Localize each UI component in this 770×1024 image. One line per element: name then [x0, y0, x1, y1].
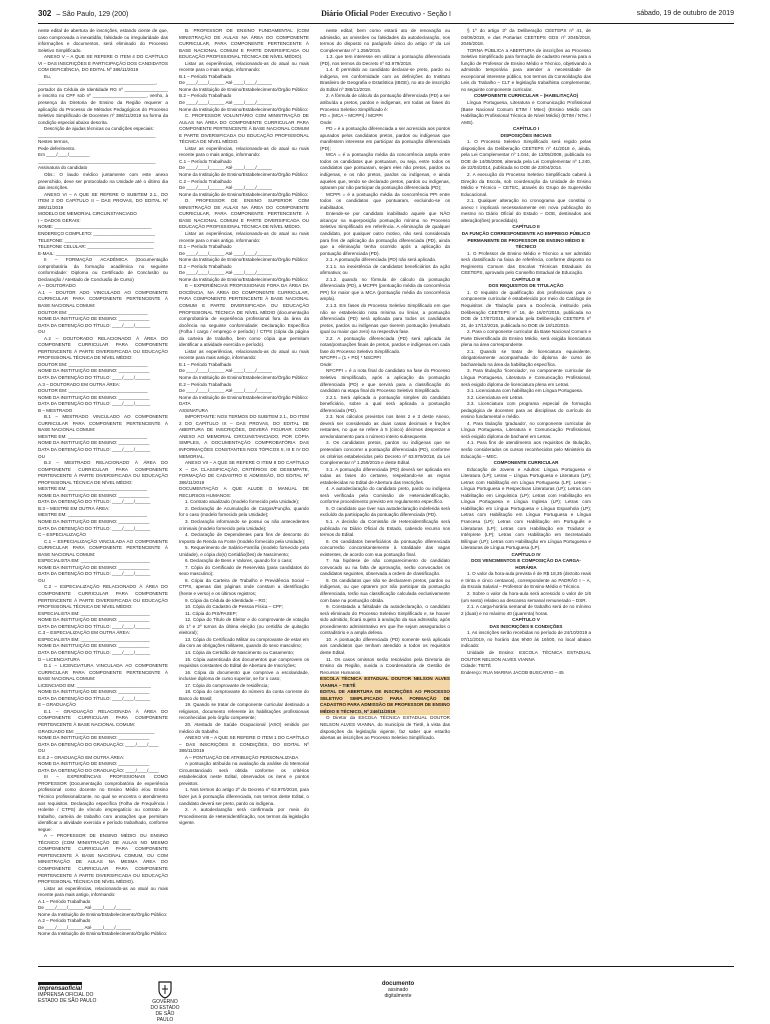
- paragraph: Endereço: RUA MARINA JACOB BUSCARIO – 45: [461, 669, 564, 675]
- paragraph: 4. A autodeclaração do candidato preto, pardo ou indígena será verificada pela Comissão de Heteroidentificação, conforme procedimento previsto em regulamento específico.: [320, 486, 450, 505]
- paragraph: DOS REQUISITOS DE TITULAÇÃO: [488, 283, 564, 289]
- paragraph: E – EXPERIÊNCIAS PROFISSIONAIS FORA DA ÁREA DA DOCÊNCIA, NA ÁREA DO COMPONENTE CURRICULAR, PARA COMPONENTE PERTENCENTE À BASE NACIONAL COMUM E PARTE DIVERSIFICADA OU EDUCAÇÃO PROFISSIONAL TÉCNICA DE NÍVEL MÉDIO (documentação comprobatória de experiência profissional fora da área da docência na seguinte conformidade: Declaração Específica (Folha / cargo / emprego e período) / CTPS (cópia da página da carteira de trabalho, bem como cópia que permitam identificar a atividade exercida e período).: [179, 283, 309, 348]
- paragraph: B.1 – MESTRADO VINCULADO AO COMPONENTE CURRICULAR PARA COMPONENTE PERTENCENTE À BASE NACIONAL COMUM:: [38, 414, 168, 433]
- paragraph: 12. Cópia do Título de Eleitor e do comprovante de votação do 1º e 2º turnos da última eleição (ou certidão de quitação eleitoral);: [179, 617, 309, 636]
- paragraph: 2.2. A pontuação diferenciada (PD) será aplicada às notas/pontuações finais de pretos, pardos e indígenas em cada fase do Processo Seletivo Simplificado.: [320, 335, 450, 354]
- paragraph: CAPÍTULO I: [512, 126, 540, 132]
- paragraph: II – FORMAÇÃO ACADÊMICA (Documentação comprobatória da formação acadêmica no seguinte conformidade: Diploma ou Certificado de Conclusão ou Declaração / Atestado de Conclusão de Curso): [38, 257, 168, 282]
- paragraph: 5.1. A decisão da Comissão de Heteroidentificação será publicada no Diário Oficial do Estado, cabendo recurso nos termos do Edital.: [320, 519, 450, 538]
- column-2: [179, 28, 309, 962]
- paragraph: De ____/____/______ Até ____/____/______: [38, 905, 131, 911]
- paragraph: B – MESTRADO: [38, 407, 73, 413]
- paragraph: DATA DA OBTENÇÃO DO GRADUAÇÃO: ____/____/____: [38, 767, 159, 773]
- paragraph: 9. Cópia da Cédula de Identidade – RG;: [185, 597, 267, 603]
- paragraph: TELEFONE: ___________________________________: [38, 237, 155, 243]
- imprensa-label: imprensaoficial: [38, 986, 83, 992]
- paragraph: DATA DA OBTENÇÃO DO TÍTULO: ____/____/______: [38, 499, 151, 505]
- paragraph: De ____/____/______ Até ____/____/______: [179, 185, 272, 191]
- paragraph: 2.2.1. Será aplicada a pontuação simples do candidato beneficiário, sobre a qual será aplicada a pontuação diferenciada (PD).: [320, 394, 450, 413]
- paragraph: Listar as experiências, relacionando-as do atual ou mais recente para o mais antigo, informando:: [179, 60, 309, 73]
- paragraph: De ____/____/______ Até ____/____/______: [179, 80, 272, 86]
- paragraph: NOME DA INSTITUIÇÃO DE ENSINO: ____________: [38, 316, 150, 322]
- paragraph: OU: [38, 577, 45, 583]
- paragraph: OU: [38, 329, 45, 335]
- paragraph: MCPPI = é a pontuação média da concorrência PPI entre todos os candidatos que pontuaram, excluindo-se os inabilitados.: [320, 191, 450, 210]
- paragraph: OU: [38, 748, 45, 754]
- paragraph: D.1 – Período Trabalhado: [179, 244, 232, 250]
- location-volume: – São Paulo, 129 (200): [56, 11, 129, 18]
- paragraph: DOS VENCIMENTOS E COMPOSIÇÃO DA CARGA-HORÁRIA: [471, 558, 581, 570]
- paragraph: DA FUNÇÃO CORRESPONDENTE AO EMPREGO PÚBLICO PERMANENTE DE PROFESSOR DE ENSINO MÉDIO E TÉCNICO: [461, 230, 591, 250]
- paragraph: E-MAIL: ______________________________________: [38, 250, 153, 256]
- paragraph: B.1 – Período Trabalhado: [179, 73, 232, 79]
- paragraph: 20. Atestado de Saúde Ocupacional (ASO) emitido por médico do trabalho.: [179, 721, 309, 734]
- paragraph: 2. Sobre o valor da hora-aula será acrescido o valor de 1/6 (um sexto) relativo ao descanso semanal remunerado – DSR.: [461, 591, 591, 603]
- cert-line-1: assinado: [387, 987, 408, 993]
- paragraph: D.1 – LICENCIATURA VINCULADA AO COMPONENTE CURRICULAR PARA COMPONENTE PERTENCENTE À BASE NACIONAL COMUM:: [38, 663, 168, 682]
- paragraph: C.1 – Período Trabalhado: [179, 158, 232, 164]
- paragraph: A – PONTUAÇÃO DE ATRIBUIÇÃO PERSONALIZADA: [185, 754, 299, 760]
- paragraph: CAPÍTULO IV: [511, 551, 541, 557]
- paragraph: 2. A execução do Processo Seletivo Simplificado caberá à Direção da Escola, sob coordenação da Unidade de Ensino Médio e Técnico – CETEC, através do Grupo de Supervisão Educacional.: [461, 172, 591, 197]
- paragraph: 2.3. Nos cálculos previstos nos itens 2 e 3 deste Anexo, deverá ser considerado as duas casas decimais e frações restantes, no que se refere à 5 (cinco) décimos desprezar a arredondamento para o número inteiro subsequente.: [320, 414, 450, 439]
- paragraph: ASSINATURA: [179, 407, 209, 413]
- paragraph: DAS INSCRIÇÕES E CONDIÇÕES: [489, 623, 563, 629]
- paragraph: NFCPPI = (1 + PD) * NSCPPI: [320, 355, 381, 361]
- paragraph: 2.1.3. Em fases do Processo Seletivo Simplificado em que não se estabelecido nota mínima ou limiar, a pontuação diferenciada (PD) será aplicada para todos os candidatos pretos, pardos ou indígenas que tiverem pontuação (resultado igual ou maior que zero) na respectiva fase.: [320, 302, 450, 335]
- paragraph: § 1º do artigo 3º da Deliberação CEETEPS nº 41, de 04/06/2019, e das Portarias CEETEPS GDS nº 2045/2018, 2046/2018.: [461, 28, 591, 47]
- paragraph: C.1 – ESPECIALIZAÇÃO VINCULADA AO COMPONENTE CURRICULAR PARA COMPONENTE PERTENCENTE À BASE NACIONAL COMUM:: [38, 538, 168, 557]
- paragraph: TORNA PÚBLICA a ABERTURA de inscrições ao Processo Seletivo Simplificado para formação de cadastro reserva para a função de Professor de Ensino Médio e Técnico, objetivando a admissão temporária para atender a necessidade de excepcional interesse público, nos termos da Consolidação das Leis do Trabalho – CLT e legislação trabalhista complementar, no seguinte componente curricular.: [461, 47, 591, 92]
- paragraph: 8. Os candidatos que não se declararem pretos, pardos ou indígenas, ou que optarem por não participar da pontuação diferenciada, terão sua classificação calculada exclusivamente com base na pontuação obtida.: [320, 577, 450, 603]
- paragraph: De ____/____/______ Até ____/____/______: [179, 270, 272, 276]
- paragraph: Cidade: TIETÊ: [461, 663, 492, 669]
- paragraph: De ____/____/______ Até ____/____/______: [179, 388, 272, 394]
- journal-title: Diário Oficial: [321, 9, 368, 18]
- paragraph: NOME DA INSTITUIÇÃO DE ENSINO: ____________: [38, 617, 150, 623]
- paragraph: ______________________________________________: [38, 158, 156, 164]
- paragraph: neste edital, bem como estará ato de renovação ou admissão, as omissões ou falsidades da autodeclaração, nos termos do disposto no parágrafo único do artigo 4º da Lei Complementar nº 1.259/2015.: [320, 28, 450, 53]
- paragraph: NOME DA INSTITUIÇÃO DE ENSINO: ____________: [38, 735, 150, 741]
- paragraph: DISPOSIÇÕES INICIAIS: [500, 132, 552, 138]
- paragraph: NOME DA INSTITUIÇÃO DE ENSINO: ____________: [38, 368, 150, 374]
- column-1: [38, 28, 168, 962]
- paragraph: EDITAL DE ABERTURA DE INSCRIÇÕES AO PROCESSO SELETIVO SIMPLIFICADO PARA FORMAÇÃO DE CADASTRO PARA ADMISSÃO DE PROFESSOR DE ENSINO MÉDIO E TÉCNICO, Nº 246/11/2019: [320, 689, 450, 714]
- paragraph: E.E.2 – GRADUAÇÃO EM OUTRA ÁREA:: [38, 754, 125, 760]
- paragraph: LICENCIADO EM: _____________________________: [38, 682, 151, 688]
- paragraph: 3.1. Licenciatura com habilitação em Língua Portuguesa.: [467, 388, 583, 394]
- paragraph: ANEXO VIII – A QUE SE REFERE O ITEM 1 DO CAPÍTULO – DAS INSCRIÇÕES E CONDIÇÕES, DO EDITAL Nº 386/11/2019: [179, 735, 309, 754]
- paragraph: ______________________________________________: [38, 132, 156, 138]
- paragraph: PD = é a pontuação diferenciada a ser acrescida aos pontos apurados pelos candidatos pretos, pardos ou indígenas que manifestem interesse em participar da pontuação diferenciada (PD);: [320, 126, 450, 151]
- paragraph: 2.1. Quando se tratar de licenciatura equivalente, obrigatoriamente acompanhada do diploma de curso de bacharelado na área da habilitação específica.: [461, 348, 591, 367]
- paragraph: C – ESPECIALIZAÇÃO: [38, 532, 86, 538]
- paragraph: ENDEREÇO COMPLETO: ________________________: [38, 230, 155, 236]
- paragraph: A.3 – DOUTORADO EM OUTRA ÁREA:: [38, 381, 121, 387]
- imprensa-oficial-logo: [38, 981, 98, 1004]
- paragraph: Listar as experiências, relacionando-as ao atual ou mais recente para mais antigo, informando:: [38, 885, 168, 898]
- paragraph: COMPONENTE CURRICULAR: [493, 460, 559, 466]
- paragraph: 4. Declaração de Dependentes para fins de desconto do Imposto de Renda na Fonte (modelo fornecido pela Unidade);: [179, 532, 309, 544]
- paragraph: 6. Declaração de Bens e Valores, quando for o caso;: [185, 558, 293, 564]
- digital-signature-seal: [363, 981, 433, 999]
- paragraph: MESTRE EM: _______________________________: [38, 512, 148, 518]
- paragraph: O Diretor da ESCOLA TÉCNICA ESTADUAL DOUTOR NELSON ALVES VIANNA, do município de Tietê, à vista das disposições da legislação vigente, faz saber que estarão abertas as inscrições ao Processo Seletivo Simplificado.: [320, 715, 450, 741]
- paragraph: MODELO DE MEMORIAL CIRCUNSTANCIADO: [38, 211, 137, 217]
- paragraph: NOME DA INSTITUIÇÃO DE ENSINO: ____________: [38, 643, 150, 649]
- paragraph: 3. Para titulação 'licenciado', no componente curricular de Língua Portuguesa, Literatura e Comunicação Profissional, será exigido diploma de licenciatura plena em Letras.: [461, 368, 591, 387]
- paragraph: DATA: [179, 401, 191, 407]
- paragraph: MESTRE EM: _______________________________: [38, 486, 148, 492]
- paragraph: IMPORTANTE: NOS TERMOS DO SUBITEM 2.1., DO ITEM 2 DO CAPÍTULO IX – DAS PROVAS, DO EDITAL DE ABERTURA DE INSCRIÇÕES, DEVERÁ FIGURAR COMO ANEXO AO MEMORIAL CIRCUNSTANCIADO, POR CÓPIA SIMPLES, A DOCUMENTAÇÃO COMPROBATÓRIA DAS INFORMAÇÕES CONSTANTES NOS TÓPICOS II, III E IV DO MEMORIAL.: [179, 414, 309, 459]
- paragraph: DOUTOR EM: _______________________________: [38, 361, 148, 367]
- paragraph: 1. O requisito de qualificação dos profissionais para o componente curricular é estabelecido por meio do Catálogo de Requisitos de Titulação para a Docência, instituído pela Deliberação CEETEPS nº 16, de 16/07/2015, publicada no DOE de 17/07/2015, alterada pela Deliberação CEETEPS nº 21, de 17/12/2015, publicada no DOE de 18/12/2015.: [461, 289, 591, 328]
- paragraph: 3.2. Licenciatura em Letras.: [467, 394, 524, 400]
- paragraph: DATA DA OBTENÇÃO DO TÍTULO: ____/____/______: [38, 322, 151, 328]
- paragraph: 1. Contrato atualizado (modelo fornecido pela Unidade);: [185, 499, 300, 505]
- cert-line-2: digitalmente: [384, 993, 412, 999]
- paragraph: 1.4. É permitido ao candidato declarar-se preto, pardo ou indígena, em conformidade com as definições do Instituto Brasileiro de Geografia e Estatística (IBGE), no ato de inscrição do Edital nº 386/11/2019.: [320, 67, 450, 92]
- paragraph: E.1 – GRADUAÇÃO RELACIONADA À ÁREA DO COMPONENTE CURRICULAR PARA COMPONENTE PERTENCENTE À BASE NACIONAL COMUM:: [38, 708, 168, 727]
- paragraph: 3. Declaração informando se possui ou não antecedentes criminais (modelo fornecido pela Unidade);: [179, 519, 309, 531]
- paragraph: Nome da Instituição de Ensino/Estabelecimento/Órgão Público:: [179, 172, 309, 178]
- crest-icon: [157, 981, 173, 999]
- paragraph: 16. Cópia do documento que comprove a escolaridade, inclusive diploma de curso superior, se for o caso;: [179, 669, 309, 682]
- paragraph: B.2 – MESTRADO RELACIONADO À ÁREA DO COMPONENTE CURRICULAR PARA COMPONENTE PERTENCENTE À PARTE DIVERSIFICADA OU EDUCAÇÃO PROFISSIONAL TÉCNICA DE NÍVEL MÉDIO:: [38, 460, 168, 485]
- paragraph: Descrição de ajudas técnicas ou condições especiais:: [44, 126, 154, 132]
- paragraph: NOME DA INSTITUIÇÃO DE ENSINO: ____________: [38, 564, 150, 570]
- paragraph: Obs.: O laudo médico juntamente com este anexo preenchido, deve ser protocolado na Unidade até o último dia das inscrições.: [38, 172, 168, 191]
- paragraph: 10. Cópia do Cadastro de Pessoa Física – CPF;: [185, 604, 284, 610]
- paragraph: 2.1. Qualquer alteração no cronograma que constitui o anexo I implicará necessariamente em nova publicação do mesmo no Diário Oficial do Estado – DOE, destinados aos alteração(ões) procedida(s).: [461, 198, 591, 223]
- paragraph: MCA = é a pontuação média da concorrência ampla entre todos os candidatos que pontuaram, ou seja, entre todos os candidatos que pontuaram, sejam eles não pretos, pardos ou indígenas, e os não pretos, pardos ou indígenas, e ainda aqueles que, tendo se declarado pretos, pardos ou indígenas, optaram por não participar da pontuação diferenciada (PD);: [320, 152, 450, 191]
- paragraph: NFCPPI = é a nota final do candidato na fase do Processo Seletivo Simplificado, após a aplicação da pontuação diferenciada (PD) e que servirá para a classificação do candidato na etapa final do Processo Seletivo Simplificado.: [320, 368, 450, 394]
- logo-bar: [38, 982, 82, 985]
- paragraph: B.3 – MESTRE EM OUTRA ÁREA:: [38, 505, 110, 511]
- paragraph: De ____/____/______ Até ____/____/______: [38, 924, 131, 930]
- paragraph: DATA DA OBTENÇÃO DO GRADUAÇÃO: ____/____/____: [38, 741, 159, 747]
- paragraph: E – GRADUAÇÃO: [38, 702, 76, 708]
- paragraph: De ____/____/______ Até ____/____/______: [179, 250, 272, 256]
- paragraph: Unidade de Ensino: ESCOLA TÉCNICA ESTADUAL DOUTOR NELSON ALVES VIANNA: [461, 649, 591, 662]
- paragraph: Em ____/____/________: [38, 152, 90, 158]
- paragraph: COMPONENTE CURRICULAR – (HABILITAÇÃO): [473, 93, 579, 99]
- page-header: [38, 7, 734, 24]
- paragraph: NOME DA INSTITUIÇÃO DE ENSINO: ____________: [38, 492, 150, 498]
- journal-section: Poder Executivo - Seção I: [369, 11, 451, 18]
- imprensa-subtitle: IMPRENSA OFICIAL DO ESTADO DE SÃO PAULO: [38, 992, 97, 1004]
- paragraph: A.2 – Período Trabalhado: [38, 918, 91, 924]
- paragraph: NOME DA INSTITUIÇÃO DE ENSINO: ____________: [38, 519, 150, 525]
- paragraph: 5. Requerimento de Salário-Família (modelo fornecido pela Unidade), e cópia do(s) Certidão(ões) de Nascimento;: [179, 545, 309, 557]
- paragraph: ANEXO V – A QUE SE REFERE O ITEM 4 DO CAPÍTULO VI – DAS INSCRIÇÕES E PARTICIPAÇÃO DOS CANDIDATOS COM DEFICIÊNCIA, DO EDITAL Nº 386/11/2019: [38, 54, 168, 73]
- paragraph: Nome da Instituição de Ensino/Estabelecimento/Órgão Público:: [179, 106, 309, 112]
- paragraph: De ____/____/______ Até ____/____/______: [179, 368, 272, 374]
- paragraph: 7. Na hipótese de não comparecimento do candidato convocado ou na falta de aprovação, serão convocados os candidatos seguintes, observada a ordem de classificação.: [320, 558, 450, 577]
- paragraph: Onde:: [320, 119, 333, 125]
- paragraph: III – EXPERIÊNCIAS PROFISSIONAIS COMO PROFESSOR (Documentação comprobatória de experiência profissional como docente no Ensino Médio e/ou Ensino Técnico profissionalizante, no qual se encontra o atendimento aos requisitos. Declaração específica (Folha de Frequência / Holerite / CTPS) de vínculo empregatício ou contrato de trabalho, carteira de trabalho com anotações que permitam identificar a atividade exercida e período trabalhado, conforme segue:: [38, 774, 168, 832]
- paragraph: NOME DA INSTITUIÇÃO DE ENSINO: ____________: [38, 761, 150, 767]
- paragraph: A pontuação atribuída na avaliação da análise do Memorial Circunstanciado será obtida conforme os critérios estabelecidos neste Edital, observados os itens e pontos previstos.: [179, 761, 309, 786]
- paragraph: 14. Cópia da Certidão de Nascimento ou Casamento;: [185, 649, 295, 655]
- paragraph: De ____/____/______ Até ____/____/______: [179, 100, 272, 106]
- paragraph: A – PROFESSOR DE ENSINO MÉDIO OU ENSINO TÉCNICO (COM MINISTRAÇÃO DE AULAS NO MESMO COMPONENTE CURRICULAR PARA COMPONENTE PERTENCENTE À BASE NACIONAL COMUM, OU COM MINISTRAÇÃO DE AULAS NA MESMA ÁREA DO COMPONENTE CURRICULAR PARA COMPONENTE PERTENCENTE À PARTE DIVERSIFICADA OU EDUCAÇÃO PROFISSIONAL TÉCNICA DE NÍVEL MÉDIO).: [38, 833, 168, 885]
- paragraph: 17. Cópia do comprovante de residência;: [185, 682, 269, 688]
- paragraph: Língua Portuguesa, Literatura e Comunicação Profissional (Base Nacional Comum ETIM / Mtec) (Ensino Médio com Habilitação Profissional Técnica de Nível Médio) (ETIM / NTec / AMS).: [461, 100, 591, 125]
- paragraph: A – DOUTORADO: [38, 283, 76, 289]
- paragraph: Assinatura do candidato: [38, 165, 88, 171]
- paragraph: A.1 – DOUTOR ADO VINCULADO AO COMPONENTE CURRICULAR PARA COMPONENTE PERTENCENTE À BASE NACIONAL COMUM:: [38, 289, 168, 308]
- paragraph: GRADUADO EM: _______________________________: [38, 728, 155, 734]
- paragraph: 5. O candidato que tiver sua autodeclaração indeferida será excluído da participação da pontuação diferenciada (PD).: [320, 505, 450, 518]
- paragraph: ANEXO VI – A QUE SE REFERE O SUBITEM 2.1., DO ITEM 2 DO CAPÍTULO II – DAS PROVAS, DO EDITAL Nº 386/11/2019: [38, 191, 168, 210]
- paragraph: 1. Nos termos do artigo 2º do Decreto nº 63.970/2018, para fazer jus à pontuação diferenciada, nos termos deste Edital, o candidato deverá ser preto, pardo ou indígena.: [179, 787, 309, 806]
- paragraph: Nome da Instituição de Ensino/Estabelecimento/Órgão Público:: [179, 276, 309, 282]
- text-columns: [38, 28, 734, 962]
- paragraph: Nome da Instituição de Ensino/Estabelecimento/Órgão Público:: [179, 374, 309, 380]
- column-5: [604, 28, 734, 962]
- paragraph: 2.1.1. na inexistência de candidatos beneficiários da ação afirmativa; ou: [320, 263, 450, 276]
- paragraph: D. PROFESSOR DE ENSINO SUPERIOR COM MINISTRAÇÃO DE AULAS NA ÁREA DO COMPONENTE CURRICULAR, PARA COMPONENTE PERTENCENTE À BASE NACIONAL COMUM E PARTE DIVERSIFICADA OU EDUCAÇÃO PROFISSIONAL TÉCNICA DE NÍVEL MÉDIO.: [179, 198, 309, 230]
- paragraph: NOME DA INSTITUIÇÃO DE ENSINO: ____________: [38, 689, 150, 695]
- paragraph: Listar as experiências, relacionando-as do atual ou mais recente para o mais antigo, informando:: [179, 145, 309, 158]
- paragraph: DATA DA OBTENÇÃO DO TÍTULO: ____/____/______: [38, 649, 151, 655]
- paragraph: 2. Declaração de Acumulação de Cargos/Função, quando for o caso (modelo fornecido pela Unidade);: [179, 505, 309, 518]
- paragraph: 1. O valor da hora-aula prevista é de R$ 18,35 (dezoito reais e trinta e cinco centavos), correspondente ao PADRÃO I – A, da Escala Salarial – Professor de Ensino Médio e Técnico.: [461, 571, 591, 590]
- paragraph: 1. O Processo Seletivo Simplificado será regido pelas disposições da Deliberação CEETEPS nº 41/2018 e, ainda, pela Lei Complementar nº 1.044, de 13/05/2008, publicada no DOE de 14/05/2008, alterada pela Lei Complementar nº 1.240, de 22/04/2014, publicada no DOE de 23/04/2014.: [461, 139, 591, 171]
- state-crest: [150, 981, 180, 1023]
- paragraph: Eu, ______________________________________________, portador da Cédula de Identidade RG nº _________________ e inscrito no CPF sob nº _____________________, venho, à presença da Diretoria de Ensino da Região requerer a aplicação do Processo de Métodos Pedagógicos do Processo Seletivo Simplificado de Docentes nº 386/11/2019 na forma da condição especial abaixo descrita.: [38, 73, 168, 125]
- paragraph: 11. Os casos omissos serão resolvidos pela Diretoria de Ensino da Região, ouvida a Coordenadoria de Gestão de Recursos Humanos.: [320, 656, 450, 675]
- paragraph: C.2 – ESPECIALIZAÇÃO RELACIONADO À ÁREA DO COMPONENTE CURRICULAR PARA COMPONENTE PERTENCENTE À PARTE DIVERSIFICADA OU EDUCAÇÃO PROFISSIONAL TÉCNICA DE NÍVEL MÉDIO:: [38, 584, 168, 610]
- paragraph: neste edital de abertura de inscrições, estando ciente de que, caso comprovada a inexatidão, falsidade ou irregularidade das informações e documentos, será eliminado do Processo Seletivo Simplificado.: [38, 28, 168, 53]
- paragraph: 2. A fórmula de cálculo da pontuação diferenciada (PD) a ser atribuída a pretos, pardos e indígenas, em todas as fases do Processo Seletivo Simplificado é:: [320, 93, 450, 112]
- paragraph: DOUTOR EM: _______________________________: [38, 309, 148, 315]
- paragraph: E.1 – Período Trabalhado: [179, 361, 232, 367]
- paragraph: TELEFONE CELULAR: __________________________: [38, 244, 154, 250]
- header-center: [38, 7, 734, 22]
- paragraph: 7. Cópia do Certificado de Reservista (para candidatos do sexo masculino);: [179, 564, 309, 577]
- paragraph: 2. Para o componente curricular da Base Nacional Comum e Parte Diversificada do Ensino Médio, será exigida licenciatura plena na área correspondente.: [461, 329, 591, 348]
- paragraph: 2.1.2. quando no fórmula de cálculo da pontuação diferenciada (PD), a MCPPI (pontuação média da concorrência PPI) for maior que a MCA (pontuação média da concorrência ampla).: [320, 276, 450, 302]
- paragraph: 3. Os candidatos pretos, pardos ou indígenas que se pretendam concorrer a pontuação diferenciada (PD), conforme os critérios estabelecidos pelo Decreto nº 63.979/2018, da Lei Complementar nº 1.259/2015 e deste Edital.: [320, 440, 450, 466]
- paragraph: Nome da Instituição de Ensino/Estabelecimento/Órgão Público:: [38, 911, 168, 917]
- paragraph: Educação de Jovens e Adultos: Língua Portuguesa e Literatura (LP); Letras – Língua Portuguesa e Literatura (LP); Letras com Habilitação em Língua Portuguesa (LP); Letras – Língua Portuguesa e Respectivas Literaturas (LP); Letras com Habilitação em Linguística (LP); Letras com Habilitação em Língua Portuguesa e Língua Inglesa (LP); Letras com Habilitação em Língua Portuguesa e Língua Espanhola (LP); Letras com Habilitação em Língua Portuguesa e Língua Francesa (LP); Letras com Habilitação em Português e Literaturas (LP); Letras com Habilitação em Tradutor e Intérprete (LP); Letras com Habilitação em Secretariado Bilíngue (LP); Letras com Habilitação em Língua Portuguesa e Literaturas de Língua Portuguesa (LP).: [461, 466, 591, 551]
- column-3: [320, 28, 450, 962]
- paragraph: CAPÍTULO V: [512, 617, 540, 623]
- paragraph: 9. Constatada a falsidade da autodeclaração, o candidato será eliminado do Processo Seletivo Simplificado e, se houver sido admitido, ficará sujeito à anulação da sua admissão, após procedimento administrativo em que lhe sejam assegurados o contraditório e a ampla defesa.: [320, 604, 450, 636]
- paragraph: Onde:: [320, 361, 333, 367]
- paragraph: DOUTOR EM: _______________________________: [38, 388, 148, 394]
- paragraph: 1.3. que tem interesse em utilizar a pontuação diferenciada (PD), nos termos do Decreto nº 63.979/2018.: [320, 54, 450, 66]
- paragraph: 4.1. Para fins de atendimento aos requisitos de titulação, serão considerados os cursos reconhecidos pelo Ministério da Educação – MEC.: [461, 440, 591, 459]
- paragraph: DATA DA OBTENÇÃO DO TÍTULO: ____/____/______: [38, 571, 151, 577]
- paragraph: PD = (MCA – MCPPI) / MCPPI: [320, 113, 383, 119]
- paragraph: Listar as experiências, relacionando-as do atual ou mais recente para o mais antigo, informando:: [179, 230, 309, 243]
- publication-date: sábado, 19 de outubro de 2019: [636, 10, 734, 17]
- paragraph: C.2 – Período Trabalhado: [179, 178, 232, 184]
- paragraph: B.2 – Período Trabalhado: [179, 93, 232, 99]
- paragraph: DATA DA OBTENÇÃO DO TÍTULO: ____/____/______: [38, 695, 151, 701]
- paragraph: Nome da Instituição de Ensino/Estabelecimento/Órgão Público:: [179, 394, 309, 400]
- paragraph: DATA DA OBTENÇÃO DO TÍTULO: ____/____/______: [38, 374, 151, 380]
- paragraph: Listar as experiências, relacionando-as do atual ou mais recente para mais antigo, informando:: [179, 348, 309, 361]
- paragraph: 2.1. A pontuação diferenciada (PD) não será aplicada.: [326, 257, 437, 263]
- paragraph: ESPECIALISTA EM: ___________________________: [38, 610, 150, 616]
- paragraph: ESCOLA TÉCNICA ESTADUAL DOUTOR NELSON ALVES VIANNA – TIETÊ: [320, 676, 450, 688]
- paragraph: 8. Cópia da Carteira de Trabalho e Previdência Social – CTPS, apenas das páginas onde constam a identificação (frente e verso) e os últimos registros;: [179, 577, 309, 597]
- paragraph: A.1 – Período Trabalhado: [38, 898, 91, 904]
- paragraph: Pede deferimento.: [38, 145, 76, 151]
- cert-title: documento: [381, 981, 415, 987]
- paragraph: NOME: ______________________________________: [38, 224, 152, 230]
- paragraph: C. PROFESSOR VOLUNTÁRIO COM MINISTRAÇÃO DE AULAS NA ÁREA DO COMPONENTE CURRICULAR PARA COMPONENTE PERTENCENTE À BASE NACIONAL COMUM E PARTE DIVERSIFICADA OU EDUCAÇÃO PROFISSIONAL TÉCNICA DE NÍVEL MÉDIO.: [179, 113, 309, 145]
- paragraph: 1. O Professor de Ensino Médio e Técnico a ser admitido será classificado na faixa de referência, conforme disposto no Regimento Comum das Escolas Técnicas Estaduais do CEETEPS, aprovado pelo Conselho Estadual de Educação.: [461, 250, 591, 276]
- paragraph: DATA DA OBTENÇÃO DO TÍTULO: ____/____/______: [38, 447, 151, 452]
- paragraph: DATA DA OBTENÇÃO DO TÍTULO: ____/____/______: [38, 623, 151, 629]
- paragraph: 10. A pontuação diferenciada (PD) somente será aplicada aos candidatos que tenham atendido a todos os requisitos deste Edital.: [320, 636, 450, 655]
- paragraph: NOME DA INSTITUIÇÃO DE ENSINO: ____________: [38, 394, 150, 400]
- column-4: [461, 28, 591, 962]
- paragraph: 4. Para titulação 'graduado', no componente curricular de Língua Portuguesa, Literatura e Comunicação Profissional, será exigido diploma de bacharel em Letras.: [461, 420, 591, 439]
- paragraph: B. PROFESSOR DE ENSINO FUNDAMENTAL (COM MINISTRAÇÃO DE AULAS NA ÁREA DO COMPONENTE CURRICULAR, PARA COMPONENTE PERTENCENTE À BASE NACIONAL COMUM E PARTE DIVERSIFICADA OU EDUCAÇÃO PROFISSIONAL TÉCNICA DE NÍVEL MÉDIO).: [179, 28, 309, 60]
- paragraph: Entende-se por candidato inabilitado aquele que NÃO alcançar na superposição pontuação mínima no Processo Seletivo Simplificado em referência. A eliminação de qualquer candidato, por qualquer outro motivo, não será considerada para fins de aplicação da pontuação diferenciada (PD), ainda que a eliminação tenha ocorrido após a aplicação da pontuação diferenciada (PD).: [320, 211, 450, 256]
- paragraph: Nome da Instituição de Ensino/Estabelecimento/Órgão Público:: [38, 931, 168, 937]
- paragraph: 18. Cópia do comprovante do número da conta corrente do Banco do Brasil;: [179, 689, 309, 701]
- paragraph: De ____/____/______ Até ____/____/______: [179, 165, 272, 171]
- paragraph: I – DADOS GERAIS:: [38, 217, 81, 223]
- paragraph: 6. Os candidatos beneficiários da pontuação diferenciada concorrerão concomitantemente à totalidade das vagas existentes, de acordo com sua pontuação final.: [320, 538, 450, 557]
- page-number: 302: [38, 9, 52, 18]
- paragraph: 2. A autodeclaração será confirmada por meio do Procedimento de Heteroidentificação, nos termos da legislação vigente.: [179, 807, 309, 826]
- paragraph: Nome da Instituição de Ensino/Estabelecimento/Órgão Público:: [179, 86, 309, 92]
- paragraph: ESPECIALISTA EM: ___________________________: [38, 558, 150, 564]
- paragraph: Nome da Instituição de Ensino/Estabelecimento/Órgão Público:: [179, 257, 309, 263]
- paragraph: ANEXO VII – A QUE SE REFERE O ITEM 8 DO CAPÍTULO X – DA CLASSIFICAÇÃO, CRITÉRIOS DE DESEMPATE, FORMAÇÃO DE CADASTRO E ADMISSÃO, DO EDITAL Nº 386/11/2019: [179, 460, 309, 485]
- paragraph: 2.1. A carga-horária semanal de trabalho será de no mínimo 2 (duas) e no máximo 40 (quarenta) horas.: [461, 604, 591, 616]
- paragraph: NOME DA INSTITUIÇÃO DE ENSINO: ____________: [38, 440, 150, 446]
- paragraph: 15. Cópia autenticada dos documentos que comprovem os requisitos constantes do Edital de Abertura de Inscrições;: [179, 656, 309, 669]
- paragraph: CAPÍTULO III: [511, 276, 541, 282]
- paragraph: 11. Cópia do PIS/PASEP;: [185, 610, 237, 616]
- paragraph: ESPECIALISTA EM: ___________________________: [38, 636, 150, 642]
- paragraph: OU: [38, 453, 45, 459]
- paragraph: 3.1. A pontuação diferenciada (PD) deverá ser aplicada em todas as fases do certame, respeitando-se as regras estabelecidas no Edital de Abertura das Inscrições.: [320, 466, 450, 485]
- paragraph: DATA DA OBTENÇÃO DO TÍTULO: ____/____/______: [38, 525, 151, 531]
- paragraph: E.2 – Período Trabalhado: [179, 381, 232, 387]
- paragraph: 19. Quando se tratar de componente curricular destinado a religiosos, documento referente às habilitações profissionais reconhecidas pelo órgão competente;: [179, 702, 309, 721]
- paragraph: 3.3. Licenciatura com programa especial de formação pedagógica de docentes para as disciplinas do currículo do ensino fundamental e médio.: [461, 401, 591, 420]
- paragraph: D – LICENCIATURA: [38, 656, 80, 662]
- crest-caption: GOVERNO DO ESTADO DE SÃO PAULO: [150, 999, 180, 1023]
- paragraph: C.3 – ESPECIALIZAÇÃO EM OUTRA ÁREA:: [38, 630, 131, 636]
- paragraph: Nestes termos,: [38, 139, 69, 145]
- page-footer: [38, 966, 734, 1023]
- paragraph: 13. Cópia do Certificado Militar ou comprovante de estar em dia com as obrigações militares, quando do sexo masculino;: [179, 636, 309, 649]
- paragraph: DOCUMENTAÇÃO A QUE ALUDE O MANUAL DE RECURSOS HUMANOS:: [179, 486, 309, 498]
- paragraph: Nome da Instituição de Ensino/Estabelecimento/Órgão Público:: [179, 191, 309, 197]
- paragraph: CAPÍTULO II: [512, 224, 540, 230]
- paragraph: D.2 – Período Trabalhado: [179, 263, 232, 269]
- paragraph: DATA DA OBTENÇÃO DO TÍTULO: ____/____/______: [38, 401, 151, 407]
- paragraph: MESTRE EM: _______________________________: [38, 433, 148, 439]
- paragraph: A.2 – DOUTORADO RELACIONADO À ÁREA DO COMPONENTE CURRICULAR PARA COMPONENTE PERTENCENTE À PARTE DIVERSIFICADA OU EDUCAÇÃO PROFISSIONAL TÉCNICA DE NÍVEL MÉDIO:: [38, 335, 168, 361]
- paragraph: 1. As inscrições serão recebidas no período de 24/10/2019 a 07/11/2019, no horário das 9h00 às 16h00, no local abaixo indicado:: [461, 630, 591, 649]
